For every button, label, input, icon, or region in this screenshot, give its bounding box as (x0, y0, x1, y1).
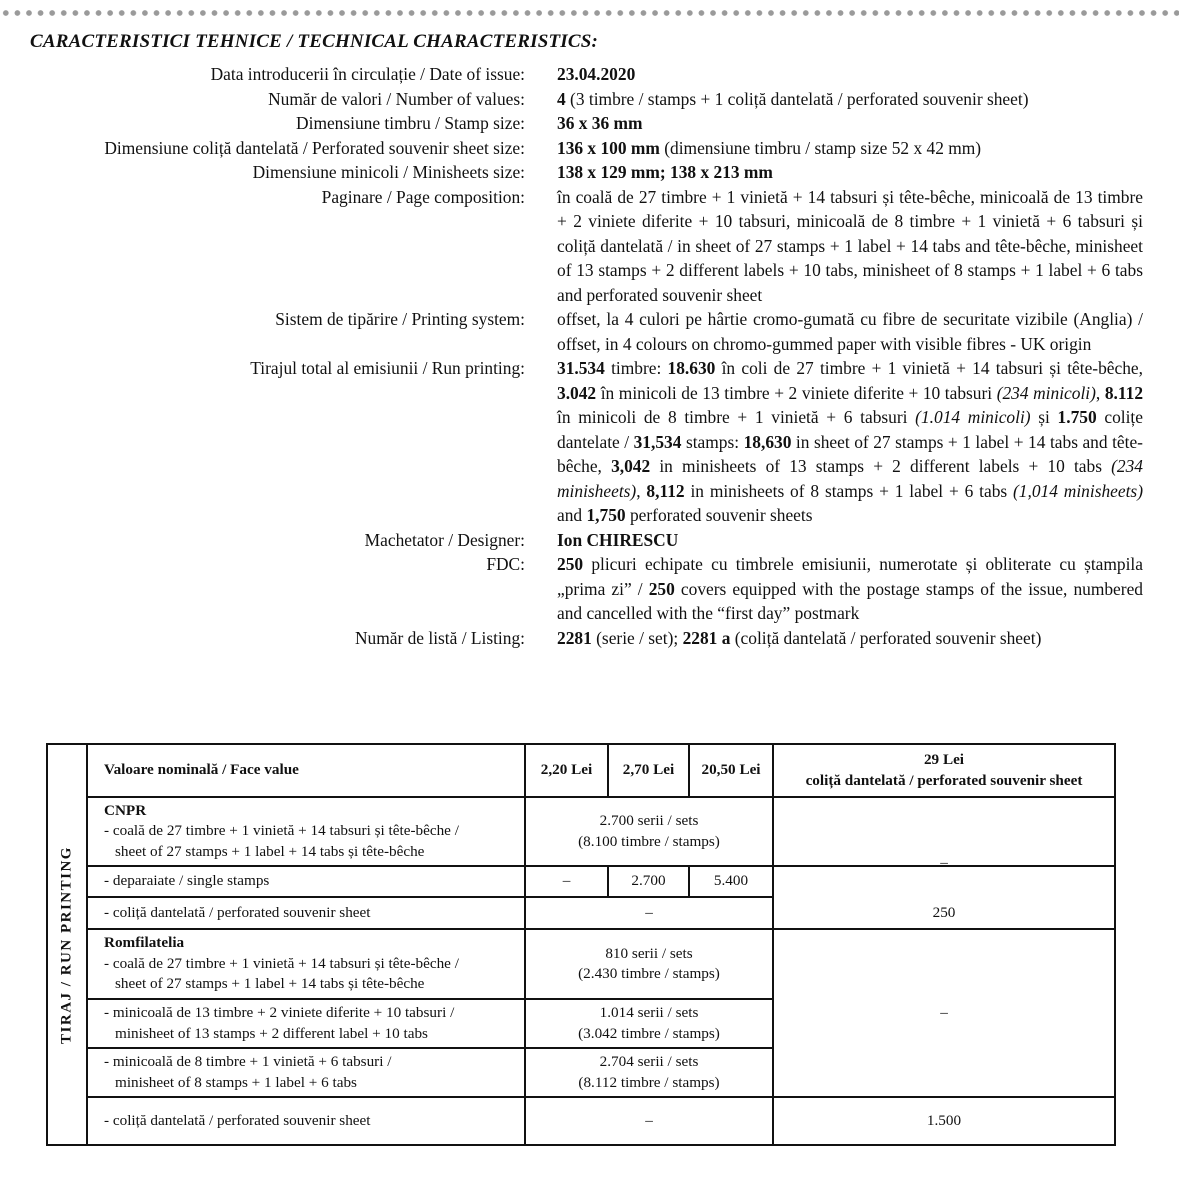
spec-label: FDC: (486, 554, 525, 574)
spec-label: Sistem de tipărire / Printing system: (275, 309, 525, 329)
spec-row (0, 307, 1179, 356)
spec-value: 2281 (serie / set); 2281 a (coliță dantelată / perforated souvenir sheet) (557, 627, 1042, 648)
header-value-20-50: 20,50 Lei (701, 761, 761, 779)
spec-label: Număr de listă / Listing: (354, 627, 525, 648)
rom-sheet-label (88, 930, 524, 998)
rom-mini8-stamps: (8.112 timbre / stamps) (578, 1073, 720, 1091)
header-value-29-desc: coliță dantelată / perforated souvenir sheet (805, 771, 1083, 789)
spec-value: offset, la 4 culori pe hârtie cromo-gumată cu fibre de securitate vizibile (Anglia) / offset, in 4 colours on chromo-gummed paper with visible fibres - UK origin (557, 309, 1143, 354)
cnpr-single-label: - deparaiate / single stamps (104, 872, 270, 890)
rom-mini13-sets: 1.014 serii / sets (599, 1004, 699, 1021)
header-value-2-20: 2,20 Lei (540, 761, 593, 779)
cnpr-sheet-line1: - coală de 27 timbre + 1 vinietă + 14 tabsuri și tête-bêche / (104, 822, 459, 840)
spec-row (0, 626, 1179, 651)
spec-value: 4 (3 timbre / stamps + 1 coliță dantelată / perforated souvenir sheet) (557, 88, 1029, 109)
header-value-2-70: 2,70 Lei (622, 761, 675, 779)
rom-sheet-line2: sheet of 27 stamps + 1 label + 14 tabs și tête-bêche (115, 975, 425, 993)
spec-row (0, 160, 1179, 185)
spec-row (0, 185, 1179, 308)
spec-value: Ion CHIRESCU (557, 529, 679, 550)
spec-list (0, 62, 1179, 650)
cnpr-souvenir-value: 250 (932, 903, 956, 921)
rom-sheet-sets: 810 serii / sets (605, 944, 693, 962)
rom-souvenir-label: - coliță dantelată / perforated souvenir sheet (104, 1111, 371, 1129)
spec-label: Dimensiune minicoli / Minisheets size: (252, 162, 525, 182)
spec-row (0, 111, 1179, 136)
header-value-29-amount: 29 Lei (923, 751, 965, 768)
header-face-value: Valoare nominală / Face value (104, 761, 299, 779)
section-heading: CARACTERISTICI TEHNICE / TECHNICAL CHARACTERISTICS: (30, 31, 599, 52)
spec-row (0, 62, 1179, 87)
spec-label: Tirajul total al emisiunii / Run printing: (250, 358, 525, 378)
spec-value: 250 plicuri echipate cu timbrele emisiunii, numerotate și obliterate cu ștampila „prima zi” / 250 covers equipped with the postage stamps of the issue, numbered and cancelled with the “first day” postmark (557, 554, 1143, 623)
rom-sheet-stamps: (2.430 timbre / stamps) (578, 965, 720, 982)
cnpr-title: CNPR (104, 801, 147, 819)
rom-sheet-qty (526, 930, 772, 998)
cnpr-sheet-qty (526, 798, 772, 865)
spec-label: Machetator / Designer: (364, 529, 525, 550)
rom-mini8-qty (526, 1049, 772, 1096)
spec-row (0, 356, 1179, 528)
spec-row (0, 552, 1179, 626)
spec-value: 136 x 100 mm (dimensiune timbru / stamp size 52 x 42 mm) (557, 137, 982, 158)
spec-value: 138 x 129 mm; 138 x 213 mm (557, 162, 773, 182)
spec-row (0, 136, 1179, 161)
rom-rows-souvenir: – (940, 1003, 948, 1021)
spec-value: 36 x 36 mm (557, 113, 643, 133)
cnpr-single-v1: – (562, 872, 571, 890)
spec-label: Număr de valori / Number of values: (268, 88, 525, 109)
spec-value: 23.04.2020 (557, 64, 636, 84)
rom-mini8-label (88, 1049, 524, 1096)
spec-label: Dimensiune timbru / Stamp size: (296, 113, 525, 133)
spec-row (0, 528, 1179, 553)
cnpr-sheet-label (88, 798, 524, 865)
header-value-29 (774, 745, 1114, 796)
cnpr-single-v3: 5.400 (713, 872, 749, 890)
rom-mini13-qty (526, 1000, 772, 1047)
rom-mini8-line1: - minicoală de 8 timbre + 1 vinietă + 6 tabsuri / (104, 1053, 392, 1070)
spec-label: Data introducerii în circulație / Date of issue: (210, 64, 525, 84)
spec-value: în coală de 27 timbre + 1 vinietă + 14 tabsuri și tête-bêche, minicoală de 13 timbre + 2 viniete diferite + 10 tabsuri, minicoală de 8 timbre + 1 vinietă + 6 tabsuri și coliță dantelată / in sheet of 27 stamps + 1 label + 14 tabs and tête-bêche, minisheet of 13 stamps + 2 different labels + 10 tabs, minisheet of 8 stamps + 1 label + 6 tabs and perforated souvenir sheet (557, 186, 1143, 305)
spec-label: Dimensiune coliță dantelată / Perforated souvenir sheet size: (104, 137, 525, 158)
rom-souvenir-value: 1.500 (926, 1111, 962, 1129)
spec-value: 31.534 timbre: 18.630 în coli de 27 timbre + 1 vinietă + 14 tabsuri și tête-bêche, 3.042 în minicoli de 13 timbre + 2 viniete diferite + 10 tabsuri (234 minicoli), 8.112 în minicoli de 8 timbre + 1 vinietă + 6 tabsuri (1.014 minicoli) și 1.750 colițe dantelate / 31,534 stamps: 18,630 in sheet of 27 stamps + 1 label + 14 tabs and tête-bêche, 3,042 in minisheets of 13 stamps + 2 different labels + 10 tabs (234 minisheets), 8,112 in minisheets of 8 stamps + 1 label + 6 tabs (1,014 minisheets) and 1,750 perforated souvenir sheets (557, 358, 1144, 525)
rom-mini13-line2: minisheet of 13 stamps + 2 different label + 10 tabs (115, 1024, 428, 1042)
run-printing-table (46, 743, 1116, 1146)
dotted-border (0, 8, 1179, 18)
rom-title: Romfilatelia (104, 934, 185, 952)
cnpr-single-v2: 2.700 (631, 872, 666, 890)
rom-mini8-line2: minisheet of 8 stamps + 1 label + 6 tabs (115, 1073, 357, 1091)
cnpr-sheet-sets: 2.700 serii / sets (599, 812, 699, 829)
rom-mini13-line1: - minicoală de 13 timbre + 2 viniete diferite + 10 tabsuri / (104, 1004, 455, 1021)
cnpr-sheet-stamps: (8.100 timbre / stamps) (578, 832, 720, 850)
cnpr-souvenir-stamps: – (645, 903, 653, 921)
rom-souvenir-stamps: – (645, 1111, 653, 1129)
rom-mini13-stamps: (3.042 timbre / stamps) (578, 1024, 720, 1042)
cnpr-souvenir-label: - coliță dantelată / perforated souvenir sheet (104, 903, 371, 921)
rom-sheet-line1: - coală de 27 timbre + 1 vinietă + 14 tabsuri și tête-bêche / (104, 954, 459, 972)
cnpr-sheet-line2: sheet of 27 stamps + 1 label + 14 tabs și tête-bêche (115, 842, 425, 860)
rom-mini8-sets: 2.704 serii / sets (599, 1053, 699, 1070)
vertical-label: TIRAJ / RUN PRINTING (58, 845, 75, 1044)
rom-mini13-label (88, 1000, 524, 1047)
cnpr-sheet-souvenir: – (940, 853, 948, 871)
spec-row (0, 87, 1179, 112)
spec-label: Paginare / Page composition: (321, 186, 525, 207)
vertical-label-cell (48, 745, 88, 1144)
